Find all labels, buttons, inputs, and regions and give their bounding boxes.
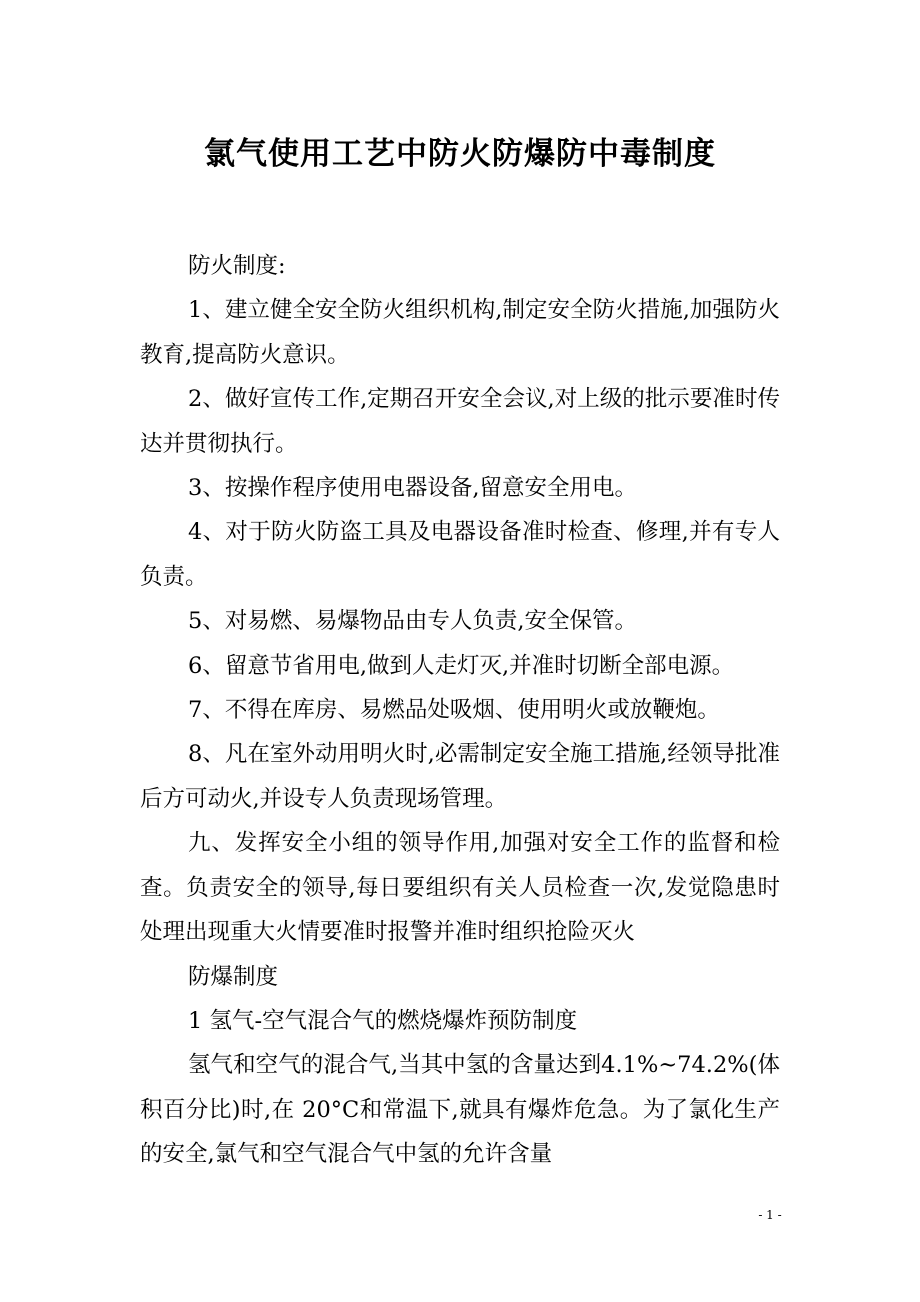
- paragraph-fire-7: 7、不得在库房、易燃品处吸烟、使用明火或放鞭炮。: [188, 697, 720, 724]
- paragraph-fire-2: 2、做好宣传工作,定期召开安全会议,对上级的批示要准时传达并贯彻执行。: [140, 386, 780, 457]
- paragraph-explosion-heading: 防爆制度: [188, 963, 279, 990]
- page-title: 氯气使用工艺中防火防爆防中毒制度: [204, 136, 716, 172]
- document-body: [140, 244, 780, 1177]
- paragraph-fire-3: 3、按操作程序使用电器设备,留意安全用电。: [188, 475, 637, 502]
- paragraph-fire-9: 九、发挥安全小组的领导作用,加强对安全工作的监督和检查。负责安全的领导,每日要组织有关人员检查一次,发觉隐患时处理出现重大火情要准时报警并准时组织抢险灭火: [140, 830, 780, 946]
- paragraph-explosion-text: 氢气和空气的混合气,当其中氢的含量达到4.1%~74.2%(体积百分比)时,在 20°C和常温下,就具有爆炸危急。为了氯化生产的安全,氯气和空气混合气中氢的允许含量: [140, 1052, 780, 1168]
- paragraph-fire-1: 1、建立健全安全防火组织机构,制定安全防火措施,加强防火教育,提高防火意识。: [140, 297, 780, 368]
- paragraph-explosion-1: 1 氢气-空气混合气的燃烧爆炸预防制度: [188, 1007, 578, 1034]
- paragraph-fire-6: 6、留意节省用电,做到人走灯灭,并准时切断全部电源。: [188, 652, 735, 679]
- paragraph-fire-4: 4、对于防火防盗工具及电器设备准时检查、修理,并有专人负责。: [140, 519, 780, 590]
- page-number: - 1 -: [758, 1208, 782, 1222]
- paragraph-fire-5: 5、对易燃、易爆物品由专人负责,安全保管。: [188, 608, 637, 635]
- paragraph-fire-8: 8、凡在室外动用明火时,必需制定安全施工措施,经领导批准后方可动火,并设专人负责现场管理。: [140, 741, 780, 812]
- paragraph-fire-heading: 防火制度:: [188, 253, 286, 279]
